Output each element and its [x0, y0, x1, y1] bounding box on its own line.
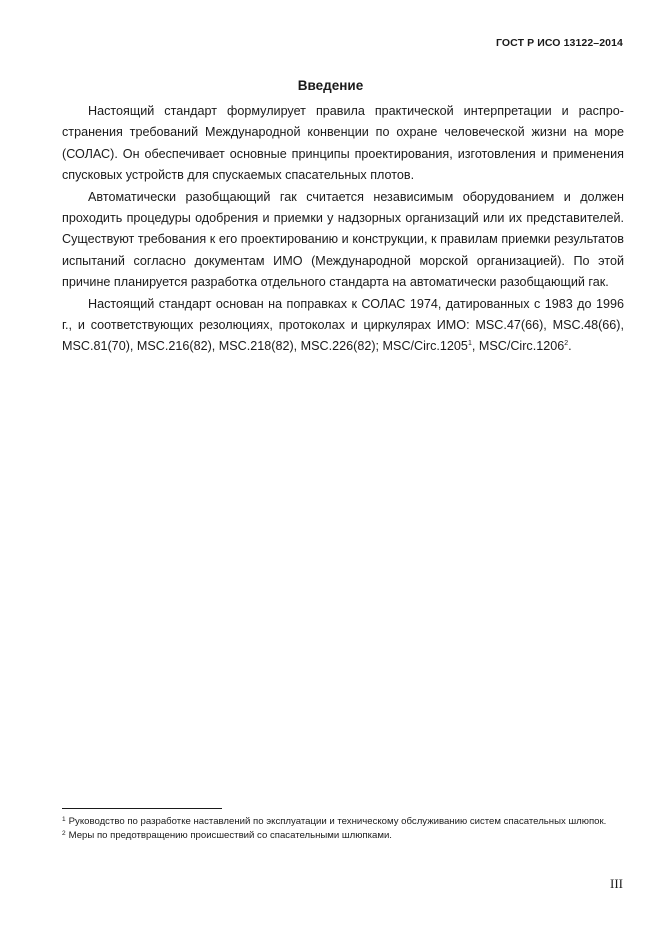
page-number: III [610, 876, 623, 891]
paragraph-3 [62, 294, 624, 358]
footnote-1-text: Руководство по разработке наставлений по эксплуатации и техническому обслуживанию систем спасательных шлюпок. [68, 816, 607, 827]
document-code-header: ГОСТ Р ИСО 13122–2014 [495, 37, 623, 49]
paragraph-3-end: . [568, 339, 572, 354]
footnote-2-text: Меры по предотвращению происшествий со спасательными шлюпками. [68, 830, 392, 841]
footnote-1-mark: 1 [62, 816, 66, 823]
footnote-ref-1[interactable]: 1 [467, 340, 472, 348]
footnotes [62, 815, 624, 843]
footnote-2 [62, 829, 624, 843]
paragraph-2: Автоматически разобщающий гак считается независимым оборудованием и должен проходить процедуры одобрения и приемки у надзорных организаций или их представителей. Существуют требования к его проектированию и конструкции, к правилам приемки результатов испытаний согласно документам ИМО (Международной морской организацией). По этой причине планируется разработка отдельного стандарта на автоматически разобщающий гак. [62, 189, 624, 290]
footnote-2-mark: 2 [62, 830, 66, 837]
paragraph-3-text: Настоящий стандарт основан на поправках к СОЛАС 1974, датированных с 1983 до 1996 г., и соответствующих резолюциях, протоколах и циркулярах ИМО: MSC.47(66), MSC.48(66), MSC.81(70), MSC.216(82), MSC.218(82), MSC.226(82); MSC/Circ.1205 [62, 296, 624, 354]
introduction-body [62, 101, 624, 358]
paragraph-1: Настоящий стандарт формулирует правила практической интерпретации и распространения требований Международной конвенции по охране человеческой жизни на море (СОЛАС). Он обеспечивает основные принципы проектирования, изготовления и применения спусковых устройств для спускаемых спасательных плотов. [62, 104, 624, 183]
paragraph-3-separator: , MSC/Circ.1206 [471, 339, 565, 354]
footnote-ref-2[interactable]: 2 [564, 340, 569, 348]
footnote-divider [62, 808, 222, 809]
footnote-1 [62, 815, 624, 829]
page-title: Введение [297, 78, 364, 93]
